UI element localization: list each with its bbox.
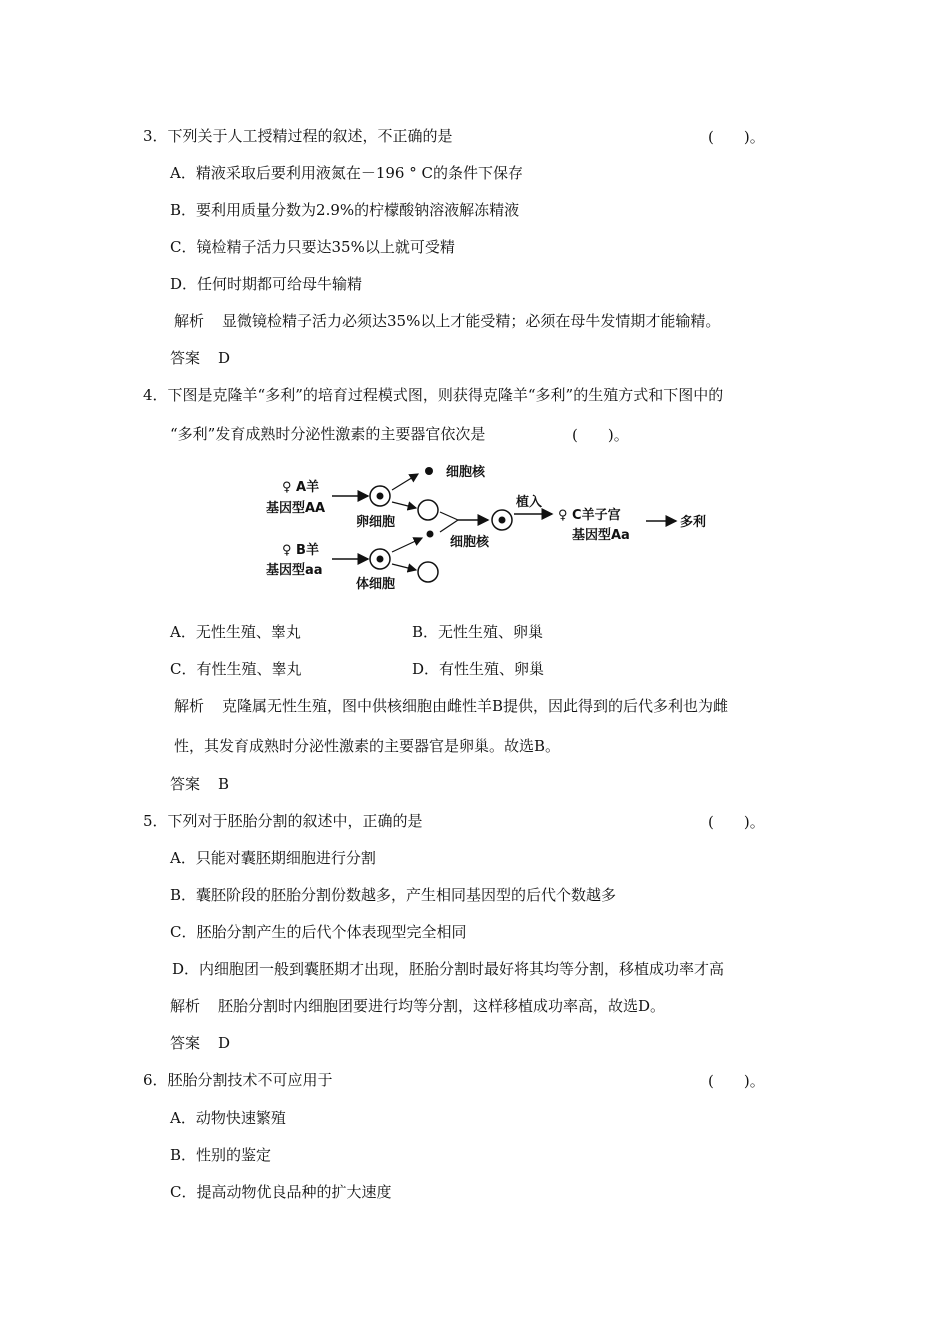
q6-stem [143, 1070, 333, 1090]
q5-analysis [170, 996, 665, 1016]
cloning-diagram [262, 462, 722, 590]
sheep-b-label: ♀ B羊 [282, 543, 319, 558]
q4-analysis-text-1: 克隆属无性生殖，图中供核细胞由雌性羊B提供，因此得到的后代多利也为雌 [222, 697, 729, 715]
body-cell-label: 体细胞 [356, 577, 396, 592]
q3-option-a: A．精液采取后要利用液氮在－196 ° C的条件下保存 [170, 164, 523, 182]
q3-stem-text: 下列关于人工授精过程的叙述，不正确的是 [167, 127, 453, 145]
q6-answer-paren: ( )。 [708, 1072, 765, 1090]
arrow-egg-to-nucleus [392, 474, 418, 490]
q3-number: 3． [143, 127, 168, 145]
q6-stem-text: 胚胎分割技术不可应用于 [167, 1071, 333, 1089]
q3-option-d: D．任何时期都可给母牛输精 [170, 275, 363, 293]
enucleated-egg-circle [418, 500, 438, 520]
genotype-a-label: 基因型AA [266, 501, 326, 516]
q5-answer-label: 答案 [170, 1034, 201, 1052]
q4-answer-value: B [218, 775, 230, 793]
cloning-diagram-svg [262, 462, 722, 590]
q5-option-a: A．只能对囊胚期细胞进行分割 [170, 849, 376, 867]
q5-option-d: D．内细胞团一般到囊胚期才出现，胚胎分割时最好将其均等分割，移植成功率才高 [172, 960, 725, 978]
q4-stem-line1 [143, 385, 723, 405]
q4-analysis-label: 解析 [174, 697, 205, 715]
arrow-egg-to-enucleated [392, 502, 416, 508]
q4-option-b: B．无性生殖、卵巢 [412, 623, 544, 641]
recombined-cell-nucleus-dot [499, 517, 506, 524]
q4-analysis-line1 [174, 696, 728, 716]
q4-answer-label: 答案 [170, 775, 201, 793]
body-cell-nucleus-dot [377, 556, 384, 563]
donor-nucleus-dot [427, 531, 434, 538]
egg-cell-label: 卵细胞 [356, 515, 396, 530]
q3-option-b: B．要利用质量分数为2.9%的柠檬酸钠溶液解冻精液 [170, 201, 520, 219]
sheep-c-label: ♀ C羊子宫 [558, 508, 621, 523]
q5-answer [170, 1033, 230, 1053]
q4-stem-line2: “多利”发育成熟时分泌性激素的主要器官依次是 [170, 425, 486, 443]
arrow-body-to-nucleus [392, 538, 422, 552]
q6-option-b: B．性别的鉴定 [170, 1146, 272, 1164]
merge-line-top [440, 512, 458, 520]
q5-stem [143, 811, 423, 831]
arrow-body-to-empty [392, 564, 416, 570]
sheep-a-label: ♀ A羊 [282, 480, 320, 495]
egg-cell-nucleus-dot [377, 493, 384, 500]
q4-answer [170, 774, 229, 794]
q4-stem-text-1: 下图是克隆羊“多利”的培育过程模式图，则获得克隆羊“多利”的生殖方式和下图中的 [167, 386, 724, 404]
dolly-label: 多利 [680, 515, 707, 530]
q4-option-a: A．无性生殖、睾丸 [170, 623, 301, 641]
q5-option-b: B．囊胚阶段的胚胎分割份数越多，产生相同基因型的后代个数越多 [170, 886, 617, 904]
q5-stem-text: 下列对于胚胎分割的叙述中，正确的是 [167, 812, 423, 830]
q4-answer-paren: ( )。 [572, 426, 629, 444]
q3-answer-paren: ( )。 [708, 128, 765, 146]
q3-analysis-label: 解析 [174, 312, 205, 330]
q4-option-d: D．有性生殖、卵巢 [412, 660, 545, 678]
q3-answer-label: 答案 [170, 349, 201, 367]
q3-analysis [174, 311, 720, 331]
q6-option-c: C．提高动物优良品种的扩大速度 [170, 1183, 392, 1201]
q3-answer [170, 348, 230, 368]
implant-label: 植入 [516, 495, 543, 510]
q3-analysis-text: 显微镜检精子活力必须达35%以上才能受精；必须在母牛发情期才能输精。 [222, 312, 721, 330]
q5-option-c: C．胚胎分割产生的后代个体表现型完全相同 [170, 923, 467, 941]
q5-answer-value: D [218, 1034, 231, 1052]
q6-option-a: A．动物快速繁殖 [170, 1109, 286, 1127]
q6-number: 6． [143, 1071, 168, 1089]
empty-body-cell-circle [418, 562, 438, 582]
q3-stem [143, 126, 453, 146]
q5-analysis-label: 解析 [170, 997, 201, 1015]
nucleus-top-label: 细胞核 [446, 465, 486, 480]
q4-number: 4． [143, 386, 168, 404]
q5-analysis-text: 胚胎分割时内细胞团要进行均等分割，这样移植成功率高，故选D。 [218, 997, 666, 1015]
q5-number: 5． [143, 812, 168, 830]
q3-option-c: C．镜检精子活力只要达35%以上就可受精 [170, 238, 455, 256]
q4-analysis-line2: 性，其发育成熟时分泌性激素的主要器官是卵巢。故选B。 [174, 737, 561, 755]
q5-answer-paren: ( )。 [708, 813, 765, 831]
q3-answer-value: D [218, 349, 231, 367]
removed-nucleus-dot [425, 467, 433, 475]
genotype-b-label: 基因型aa [266, 563, 323, 578]
nucleus-mid-label: 细胞核 [450, 535, 490, 550]
merge-line-bottom [440, 520, 458, 532]
q4-option-c: C．有性生殖、睾丸 [170, 660, 302, 678]
genotype-c-label: 基因型Aa [572, 528, 630, 543]
